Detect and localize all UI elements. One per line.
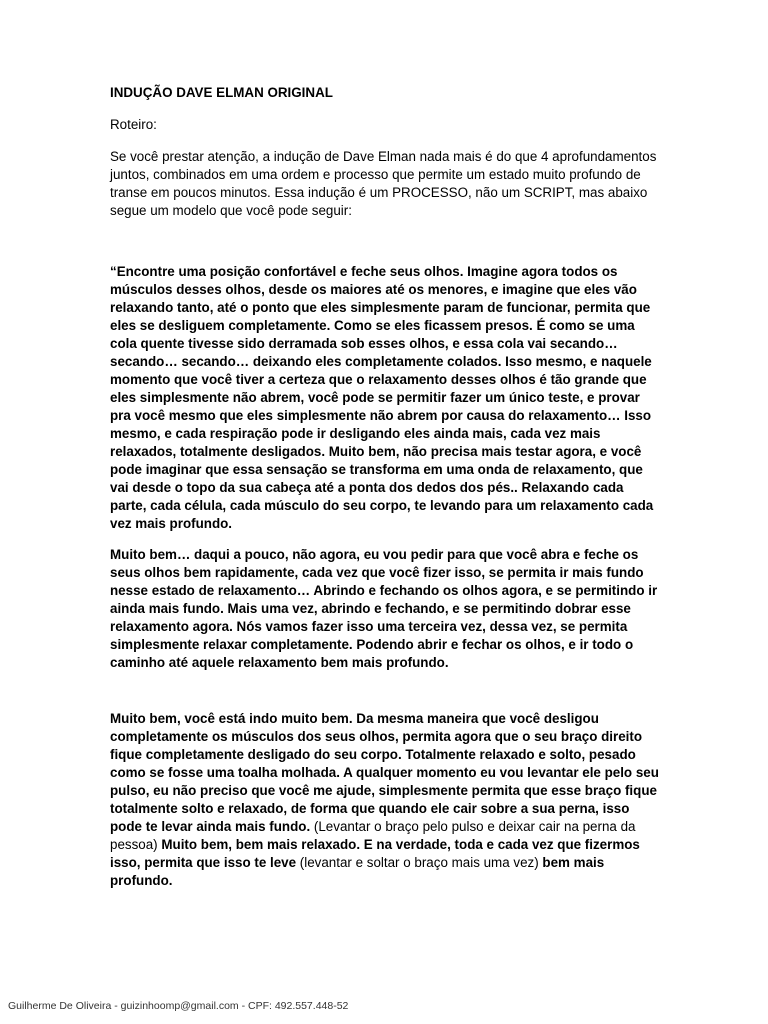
script-paragraph-2: Muito bem… daqui a pouco, não agora, eu vou pedir para que você abra e feche os seus olhos bem rapidamente, cada vez que você fizer isso, se permita ir mais fundo nesse estado de relaxamento… Abrindo e fechando os olhos agora, e se permitindo ir ainda mais fundo. Mais uma vez, abrindo e fechando, e se permitindo dobrar esse relaxamento agora. Nós vamos fazer isso uma terceira vez, dessa vez, se permita simplesmente relaxar completamente. Podendo abrir e fechar os olhos, e ir todo o caminho até aquele relaxamento bem mais profundo.	[110, 547, 658, 670]
document-body	[110, 84, 662, 903]
footer-watermark: Guilherme De Oliveira - guizinhoomp@gmail.com - CPF: 492.557.448-52	[8, 1000, 349, 1012]
script-paragraph-3	[110, 710, 662, 890]
script-label: Roteiro:	[110, 117, 157, 132]
paragraph-3-text-1: Muito bem, você está indo muito bem. Da mesma maneira que você desligou completamente os músculos dos seus olhos, permita agora que o seu braço direito fique completamente desligado do seu corpo. Totalmente relaxado e solto, pesado como se fosse uma toalha molhada. A qualquer momento eu vou levantar ele pelo seu pulso, eu não preciso que você me ajude, simplesmente permita que esse braço fique totalmente solto e relaxado, de forma que quando ele cair sobre a sua perna, isso pode te levar ainda mais fundo.	[110, 711, 659, 834]
paragraph-3-text-3: bem mais profundo.	[110, 855, 605, 888]
intro-paragraph: Se você prestar atenção, a indução de Dave Elman nada mais é do que 4 aprofundamentos juntos, combinados em uma ordem e processo que permite um estado muito profundo de transe em poucos minutos. Essa indução é um PROCESSO, não um SCRIPT, mas abaixo segue um modelo que você pode seguir:	[110, 149, 657, 218]
script-paragraph-1: “Encontre uma posição confortável e feche seus olhos. Imagine agora todos os músculos desses olhos, desde os maiores até os menores, e imagine que eles vão relaxando tanto, até o ponto que eles simplesmente param de funcionar, permita que eles se desliguem completamente. Como se eles ficassem presos. É como se uma cola quente tivesse sido derramada sob esses olhos, e essa cola vai secando… secando… secando… deixando eles completamente colados. Isso mesmo, e naquele momento que você tiver a certeza que o relaxamento desses olhos é tão grande que eles simplesmente não abrem, você pode se permitir fazer um único teste, e provar pra você mesmo que eles simplesmente não abrem por causa do relaxamento… Isso mesmo, e cada respiração pode ir desligando eles ainda mais, cada vez mais relaxados, totalmente desligados. Muito bem, não precisa mais testar agora, e você pode imaginar que essa sensação se transforma em uma onda de relaxamento, que vai desde o topo da sua cabeça até a ponta dos dedos dos pés.. Relaxando cada parte, cada célula, cada músculo do seu corpo, te levando para um relaxamento cada vez mais profundo.	[110, 264, 654, 531]
document-title: INDUÇÃO DAVE ELMAN ORIGINAL	[110, 85, 333, 100]
stage-direction-2: (levantar e soltar o braço mais uma vez)	[299, 855, 539, 870]
stage-direction-1: (Levantar o braço pelo pulso e deixar cair na perna da pessoa)	[110, 819, 636, 852]
paragraph-3-text-2: Muito bem, bem mais relaxado. E na verdade, toda e cada vez que fizermos isso, permita que isso te leve	[110, 837, 640, 870]
